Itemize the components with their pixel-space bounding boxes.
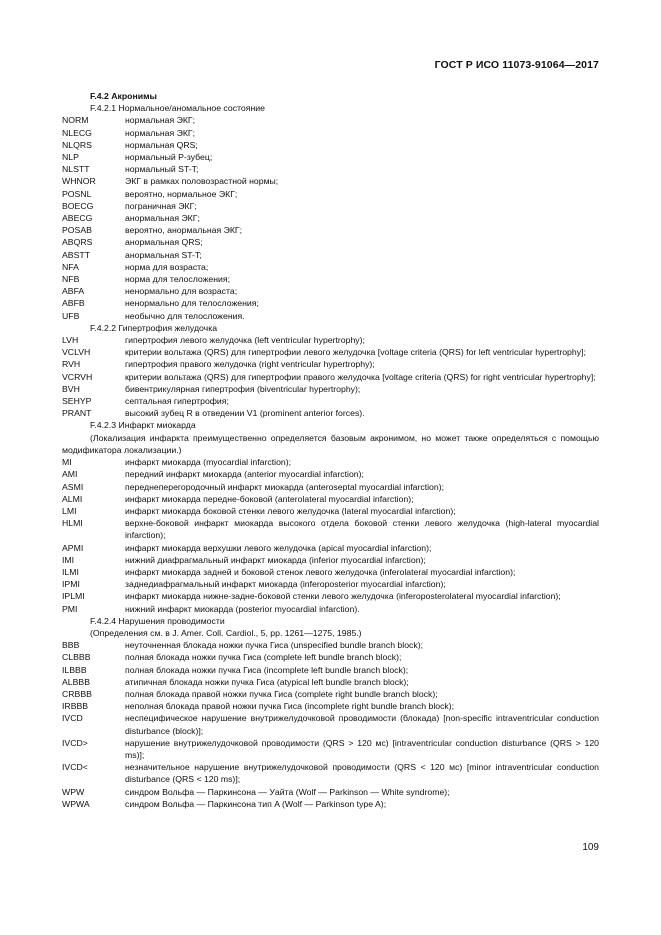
subsection-title: F.4.2.3 Инфаркт миокарда bbox=[90, 420, 196, 431]
acronym: NLP bbox=[62, 152, 79, 163]
acronym-row bbox=[62, 212, 599, 224]
acronym-definition: неполная блокада правой ножки пучка Гиса (incomplete right bundle branch block); bbox=[125, 701, 455, 712]
acronym-row bbox=[62, 224, 599, 236]
acronym: CRBBB bbox=[62, 688, 92, 699]
acronym-definition: вероятно, нормальное ЭКГ; bbox=[125, 188, 238, 199]
acronym: ABSTT bbox=[62, 249, 90, 260]
acronym-definition: нижний инфаркт миокарда (posterior myocardial infarction). bbox=[125, 603, 360, 614]
subsection-note: (Определения см. в J. Amer. Coll. Cardiol., 5, pp. 1261—1275, 1985.) bbox=[90, 627, 362, 638]
acronym: PMI bbox=[62, 603, 78, 614]
acronym-row bbox=[62, 590, 599, 602]
acronym-definition: пограничная ЭКГ; bbox=[125, 200, 197, 211]
acronym-definition: незначительное нарушение внутрижелудочковой проводимости (QRS < 120 мс) [minor intraventricular conduction disturbance (QRS < 120 ms)]; bbox=[125, 762, 599, 785]
acronym-row bbox=[62, 603, 599, 615]
acronym: ASMI bbox=[62, 481, 84, 492]
acronym-definition: неуточненная блокада ножки пучка Гиса (unspecified bundle branch block); bbox=[125, 640, 424, 651]
acronym: NLSTT bbox=[62, 164, 90, 175]
acronym-definition: анормальная ЭКГ; bbox=[125, 213, 200, 224]
acronym-definition: септальная гипертрофия; bbox=[125, 396, 229, 407]
acronym: BVH bbox=[62, 383, 80, 394]
acronym-row bbox=[62, 639, 599, 651]
acronym-row bbox=[62, 285, 599, 297]
acronym: BOECG bbox=[62, 200, 94, 211]
acronym: ILBBB bbox=[62, 664, 87, 675]
acronym-row bbox=[62, 456, 599, 468]
acronym: IVCD< bbox=[62, 762, 88, 773]
acronym: LVH bbox=[62, 335, 79, 346]
acronym-definition: инфаркт миокарда боковой стенки левого желудочка (lateral myocardial infarction); bbox=[125, 505, 456, 516]
acronym-row bbox=[62, 493, 599, 505]
acronym: LMI bbox=[62, 505, 77, 516]
acronym: RVH bbox=[62, 359, 81, 370]
acronym-row bbox=[62, 468, 599, 480]
acronym: ABFB bbox=[62, 298, 85, 309]
acronym-definition: полная блокада правой ножки пучка Гиса (complete right bundle branch block); bbox=[125, 688, 438, 699]
acronym-definition: нормальная ЭКГ; bbox=[125, 127, 196, 138]
acronym-definition: высокий зубец R в отведении V1 (prominent anterior forces). bbox=[125, 408, 365, 419]
acronym: ABQRS bbox=[62, 237, 93, 248]
acronym: BBB bbox=[62, 640, 80, 651]
acronym-row bbox=[62, 151, 599, 163]
acronym-row bbox=[62, 664, 599, 676]
acronym-definition: нарушение внутрижелудочковой проводимости (QRS > 120 мс) [intraventricular conduction disturbance (QRS > 120 ms)]; bbox=[125, 737, 599, 760]
acronym-definition: гипертрофия левого желудочка (left ventricular hypertrophy); bbox=[125, 335, 365, 346]
acronym-definition: нормальная QRS; bbox=[125, 139, 198, 150]
acronym-row bbox=[62, 517, 599, 541]
acronym-row bbox=[62, 188, 599, 200]
acronym-definition: вероятно, анормальная ЭКГ; bbox=[125, 225, 243, 236]
acronym-definition: инфаркт миокарда верхушки левого желудочка (apical myocardial infarction); bbox=[125, 542, 432, 553]
page-number: 109 bbox=[582, 842, 599, 853]
acronym-row bbox=[62, 578, 599, 590]
acronym: ALBBB bbox=[62, 676, 91, 687]
acronym-definition: критерии вольтажа (QRS) для гипертрофии левого желудочка [voltage criteria (QRS) for left ventricular hypertrophy]; bbox=[125, 347, 586, 358]
acronym-definition: ненормально для телосложения; bbox=[125, 298, 259, 309]
acronym: CLBBB bbox=[62, 652, 91, 663]
acronym-row bbox=[62, 786, 599, 798]
acronym: IVCD> bbox=[62, 737, 88, 748]
acronym-row bbox=[62, 566, 599, 578]
acronym-row bbox=[62, 358, 599, 370]
acronym: IMI bbox=[62, 554, 75, 565]
acronym-definition: атипичная блокада ножки пучка Гиса (atypical left bundle branch block); bbox=[125, 676, 409, 687]
acronym-definition: полная блокада ножки пучка Гиса (complete left bundle branch block); bbox=[125, 652, 402, 663]
acronym: NFB bbox=[62, 274, 80, 285]
acronym: PRANT bbox=[62, 408, 92, 419]
acronym: ABFA bbox=[62, 286, 85, 297]
acronym-row bbox=[62, 273, 599, 285]
subsection-title: F.4.2.2 Гипертрофия желудочка bbox=[90, 322, 218, 333]
acronym: NORM bbox=[62, 115, 89, 126]
acronym-definition: заднедиафрагмальный инфаркт миокарда (inferoposterior myocardial infarction); bbox=[125, 579, 446, 590]
acronym-definition: нормальный P-зубец; bbox=[125, 152, 213, 163]
acronym-row bbox=[62, 297, 599, 309]
acronym-definition: инфаркт миокарда нижне-задне-боковой стенки левого желудочка (inferoposterolateral myocardial infarction); bbox=[125, 591, 561, 602]
acronym-row bbox=[62, 334, 599, 346]
subsection-title: F.4.2.4 Нарушения проводимости bbox=[90, 615, 225, 626]
acronym: APMI bbox=[62, 542, 84, 553]
acronym: SEHYP bbox=[62, 396, 92, 407]
acronym-definition: анормальная QRS; bbox=[125, 237, 203, 248]
acronym-row bbox=[62, 688, 599, 700]
acronym: NLECG bbox=[62, 127, 92, 138]
acronym: ILMI bbox=[62, 566, 79, 577]
acronym-row bbox=[62, 761, 599, 785]
acronym-definition: критерии вольтажа (QRS) для гипертрофии правого желудочка [voltage criteria (QRS) for right ventricular hypertrophy]; bbox=[125, 371, 596, 382]
acronym-row bbox=[62, 712, 599, 736]
acronym-row bbox=[62, 395, 599, 407]
acronym-row bbox=[62, 798, 599, 810]
acronym-row bbox=[62, 554, 599, 566]
page-header: ГОСТ Р ИСО 11073-91064—2017 bbox=[434, 59, 599, 71]
acronym-row bbox=[62, 127, 599, 139]
acronym: MI bbox=[62, 457, 72, 468]
acronym: IPMI bbox=[62, 579, 80, 590]
acronym-definition: норма для возраста; bbox=[125, 261, 209, 272]
acronym-row bbox=[62, 310, 599, 322]
acronym: VCLVH bbox=[62, 347, 91, 358]
acronym-row bbox=[62, 139, 599, 151]
acronym-row bbox=[62, 175, 599, 187]
acronym-definition: передний инфаркт миокарда (anterior myocardial infarction); bbox=[125, 469, 364, 480]
acronym-definition: ЭКГ в рамках половозрастной нормы; bbox=[125, 176, 279, 187]
acronym-definition: переднеперегородочный инфаркт миокарда (anteroseptal myocardial infarction); bbox=[125, 481, 445, 492]
subsection-note: (Локализация инфаркта преимущественно определяется базовым акронимом, но может также определяться с помощью модификатора локализации.) bbox=[62, 432, 599, 455]
acronym-definition: инфаркт миокарда задней и боковой стенок левого желудочка (inferolateral myocardial infarction); bbox=[125, 566, 516, 577]
section-title: F.4.2 Акронимы bbox=[90, 91, 157, 101]
acronym-row bbox=[62, 651, 599, 663]
acronym: IRBBB bbox=[62, 701, 89, 712]
acronym-definition: анормальная ST-T; bbox=[125, 249, 202, 260]
acronym: UFB bbox=[62, 310, 80, 321]
acronym-definition: бивентрикулярная гипертрофия (biventricular hypertrophy); bbox=[125, 383, 361, 394]
acronym-definition: ненормально для возраста; bbox=[125, 286, 238, 297]
acronym-row bbox=[62, 676, 599, 688]
acronym: WHNOR bbox=[62, 176, 96, 187]
acronym: POSNL bbox=[62, 188, 92, 199]
acronym: WPW bbox=[62, 786, 85, 797]
acronym-definition: инфаркт миокарда передне-боковой (anterolateral myocardial infarction); bbox=[125, 493, 414, 504]
acronym: VCRVH bbox=[62, 371, 93, 382]
acronym-row bbox=[62, 542, 599, 554]
acronym-row bbox=[62, 737, 599, 761]
acronym-row bbox=[62, 249, 599, 261]
acronym-row bbox=[62, 236, 599, 248]
acronym: ALMI bbox=[62, 493, 83, 504]
acronym-row bbox=[62, 505, 599, 517]
acronym-row bbox=[62, 200, 599, 212]
acronym: AMI bbox=[62, 469, 78, 480]
acronym-row bbox=[62, 700, 599, 712]
acronym: IVCD bbox=[62, 713, 83, 724]
acronym-definition: гипертрофия правого желудочка (right ventricular hypertrophy); bbox=[125, 359, 375, 370]
acronym-definition: верхне-боковой инфаркт миокарда высокого отдела боковой стенки левого желудочка (high-lateral myocardial infarction); bbox=[125, 518, 599, 541]
acronym: NLQRS bbox=[62, 139, 92, 150]
acronym-row bbox=[62, 261, 599, 273]
acronym-row bbox=[62, 346, 599, 358]
acronym: IPLMI bbox=[62, 591, 85, 602]
acronym-definition: полная блокада ножки пучка Гиса (incomplete left bundle branch block); bbox=[125, 664, 409, 675]
acronym-definition: необычно для телосложения. bbox=[125, 310, 245, 321]
acronym-definition: синдром Вольфа — Паркинсона тип A (Wolf — Parkinson type A); bbox=[125, 798, 387, 809]
acronym-row bbox=[62, 481, 599, 493]
acronym-definition: неспецифическое нарушение внутрижелудочковой проводимости (блокада) [non-specific intraventricular conduction disturbance (block)]; bbox=[125, 713, 599, 736]
acronym-row bbox=[62, 383, 599, 395]
acronym-definition: синдром Вольфа — Паркинсона — Уайта (Wolf — Parkinson — White syndrome); bbox=[125, 786, 450, 797]
acronym-row bbox=[62, 114, 599, 126]
acronym-definition: норма для телосложения; bbox=[125, 274, 231, 285]
subsection-title: F.4.2.1 Нормальное/аномальное состояние bbox=[90, 103, 265, 114]
acronym: POSAB bbox=[62, 225, 92, 236]
acronym: HLMI bbox=[62, 518, 83, 529]
document-body bbox=[62, 90, 599, 810]
acronym-definition: нормальная ЭКГ; bbox=[125, 115, 196, 126]
acronym: ABECG bbox=[62, 213, 93, 224]
acronym-definition: нижний диафрагмальный инфаркт миокарда (inferior myocardial infarction); bbox=[125, 554, 426, 565]
acronym-row bbox=[62, 163, 599, 175]
acronym-row bbox=[62, 371, 599, 383]
acronym-definition: нормальный ST-T; bbox=[125, 164, 199, 175]
acronym-definition: инфаркт миокарда (myocardial infarction); bbox=[125, 457, 292, 468]
acronym: WPWA bbox=[62, 798, 90, 809]
acronym-row bbox=[62, 407, 599, 419]
acronym: NFA bbox=[62, 261, 79, 272]
